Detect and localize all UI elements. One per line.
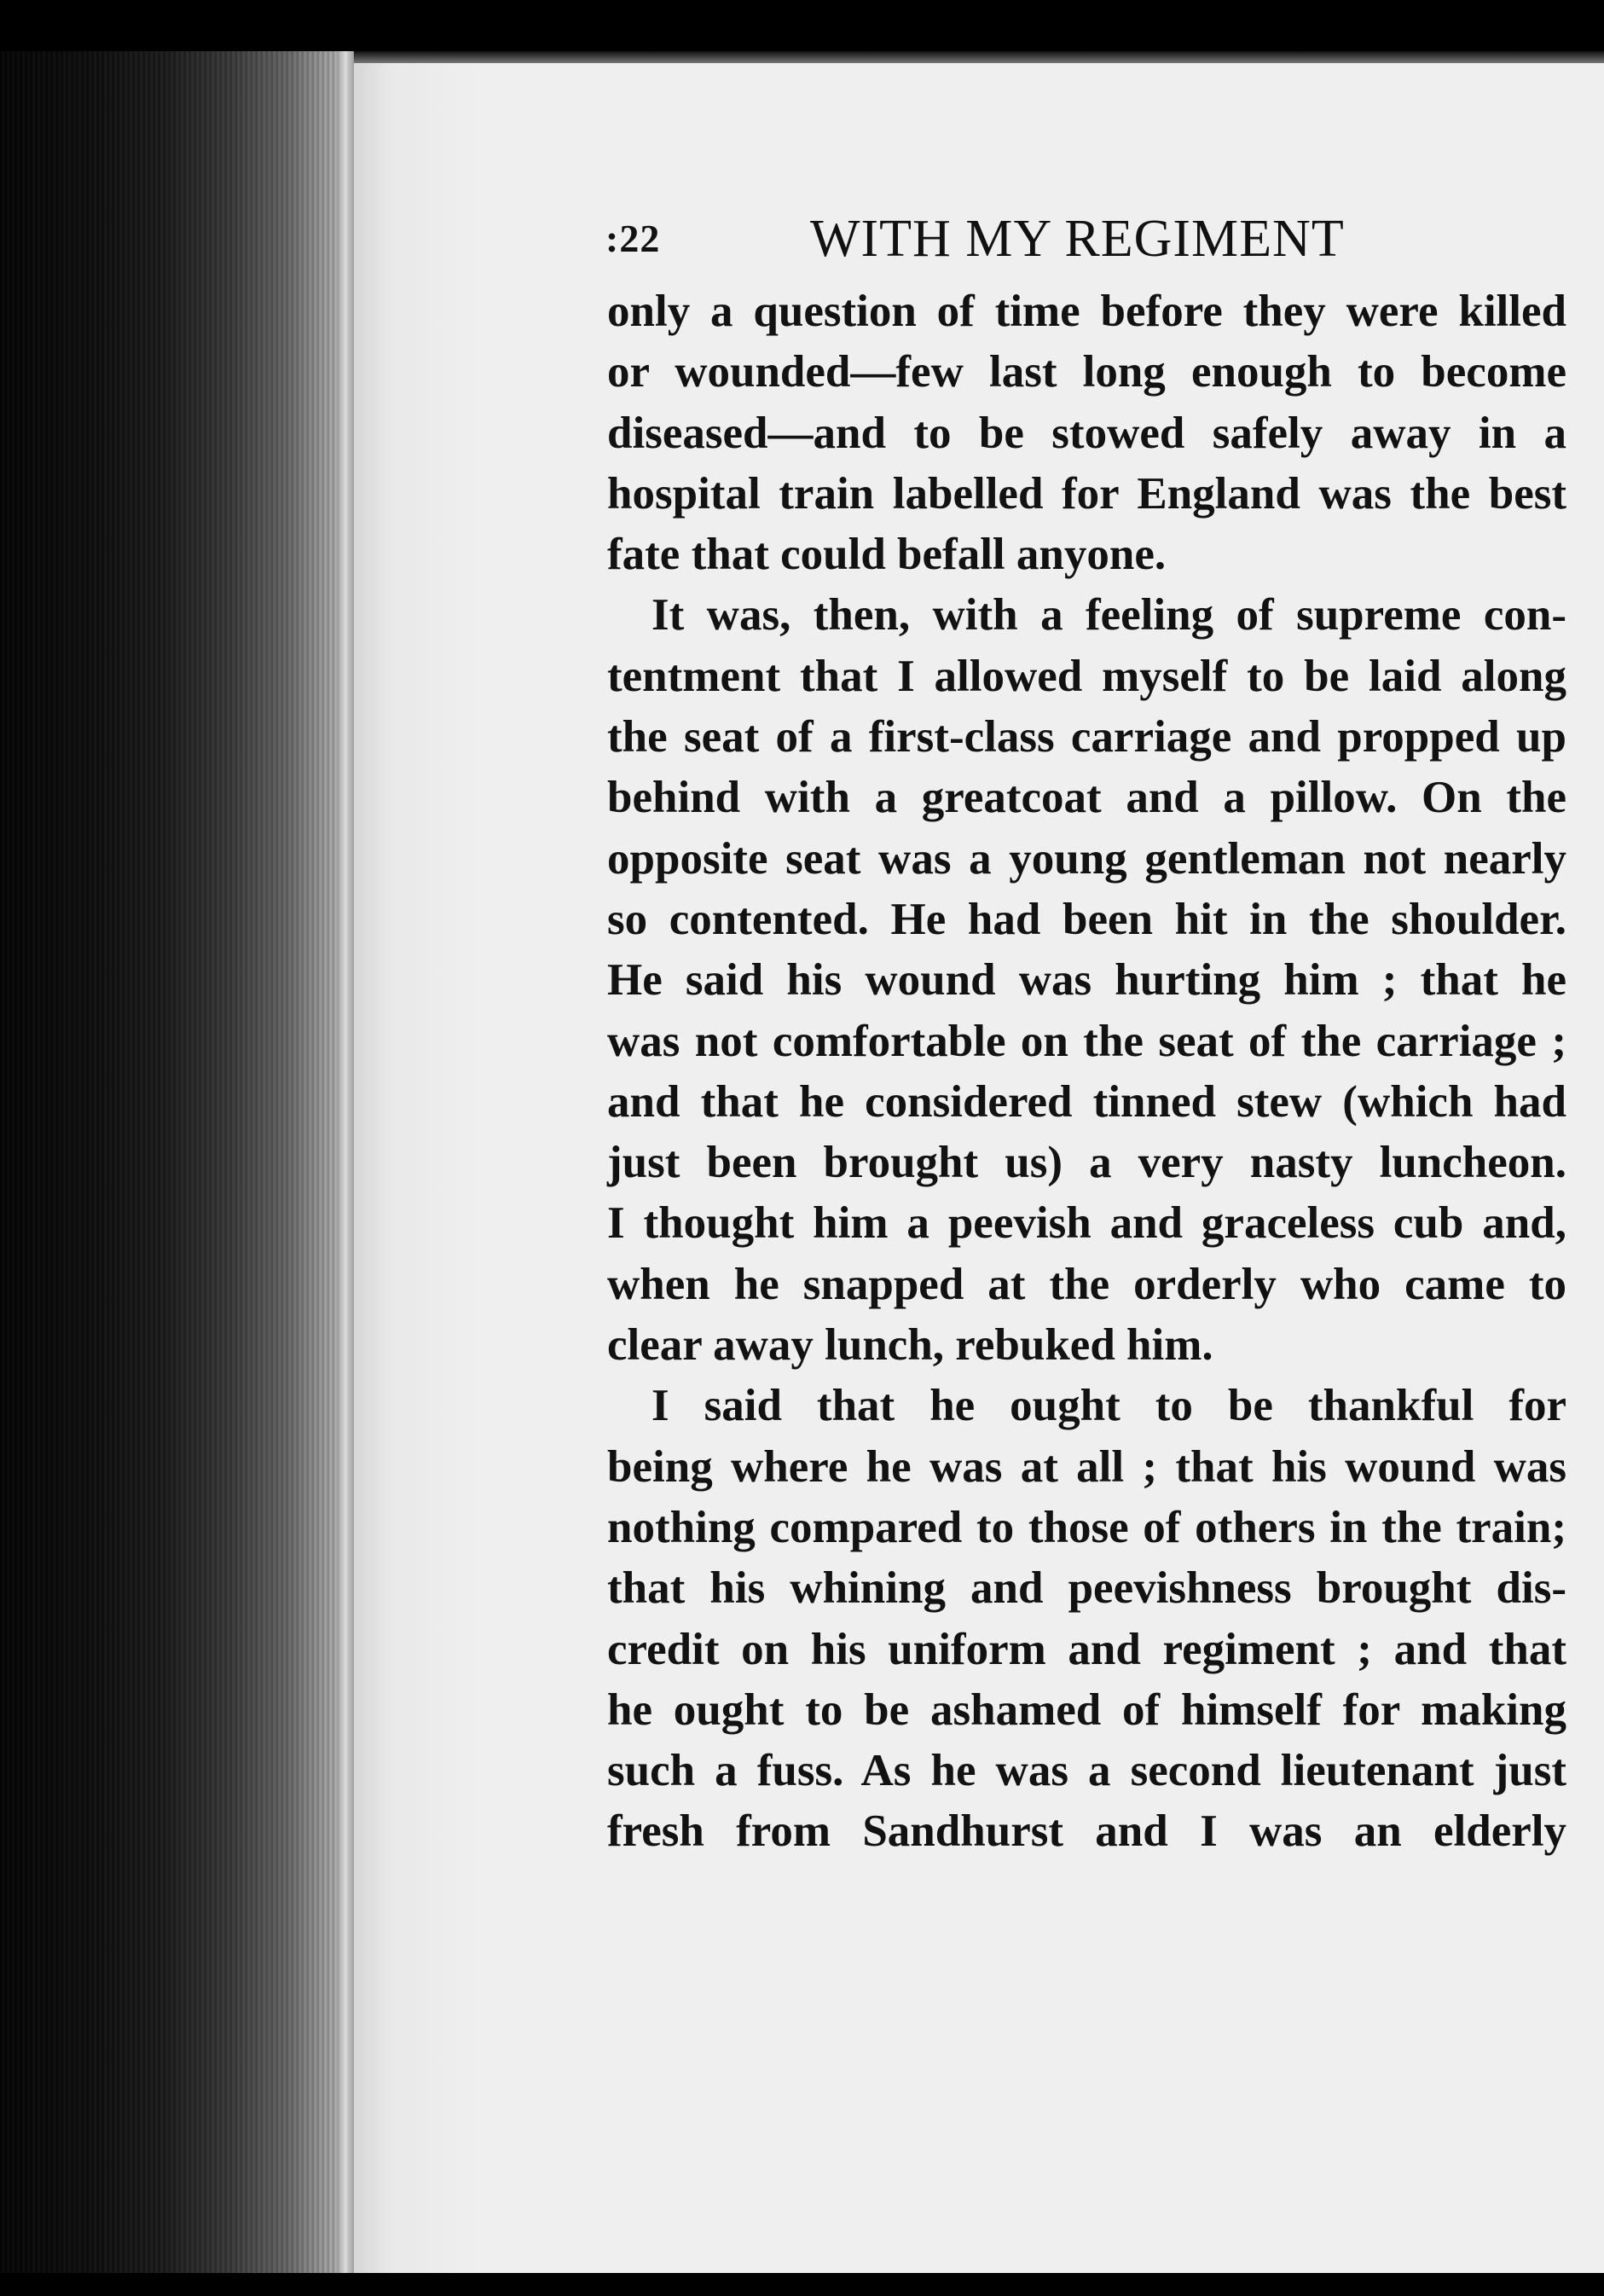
text-line: or wounded—few last long enough to become	[607, 347, 1566, 397]
text-line: credit on his uniform and regiment ; and that	[607, 1624, 1566, 1674]
text-line: diseased—and to be stowed safely away in a	[607, 408, 1566, 458]
page-edge	[337, 51, 356, 2296]
text-line: he ought to be ashamed of himself for making	[607, 1684, 1566, 1735]
paragraph	[607, 585, 1566, 1376]
paragraph	[607, 1376, 1566, 1862]
running-title: WITH MY REGIMENT	[810, 210, 1345, 268]
text-line: hospital train labelled for England was the best	[607, 468, 1566, 519]
text-line: It was, then, with a feeling of supreme con-	[651, 590, 1566, 641]
body-text	[607, 281, 1566, 1863]
text-line: fate that could befall anyone.	[607, 530, 1167, 580]
text-line: the seat of a first-class carriage and propped up	[607, 712, 1566, 762]
text-line: fresh from Sandhurst and I was an elderly	[607, 1806, 1566, 1857]
text-line: nothing compared to those of others in the train;	[607, 1502, 1566, 1552]
text-line: just been brought us) a very nasty luncheon.	[607, 1138, 1566, 1188]
bottom-scan-border	[0, 2273, 1604, 2296]
text-line: being where he was at all ; that his wound was	[607, 1441, 1566, 1492]
top-edge-shadow	[354, 51, 1604, 63]
binding-gutter-shadow	[0, 51, 367, 2296]
text-line: so contented. He had been hit in the shoulder.	[607, 894, 1566, 944]
paragraph	[607, 281, 1566, 585]
text-line: clear away lunch, rebuked him.	[607, 1320, 1213, 1371]
text-line: I said that he ought to be thankful for	[651, 1381, 1566, 1431]
running-head	[605, 209, 1565, 269]
text-line: and that he considered tinned stew (which had	[607, 1076, 1566, 1127]
text-line: was not comfortable on the seat of the carriage ;	[607, 1016, 1566, 1066]
text-line: behind with a greatcoat and a pillow. On the	[607, 773, 1566, 823]
page-number: :22	[605, 217, 661, 260]
text-line: such a fuss. As he was a second lieutenant just	[607, 1746, 1566, 1796]
text-line: opposite seat was a young gentleman not nearly	[607, 833, 1566, 884]
text-line: tentment that I allowed myself to be laid along	[607, 651, 1566, 701]
text-line: I thought him a peevish and graceless cub and,	[607, 1198, 1566, 1249]
text-line: He said his wound was hurting him ; that he	[607, 955, 1566, 1006]
text-line: when he snapped at the orderly who came to	[607, 1259, 1566, 1309]
text-line: that his whining and peevishness brought dis-	[607, 1563, 1566, 1614]
text-line: only a question of time before they were killed	[607, 287, 1566, 336]
